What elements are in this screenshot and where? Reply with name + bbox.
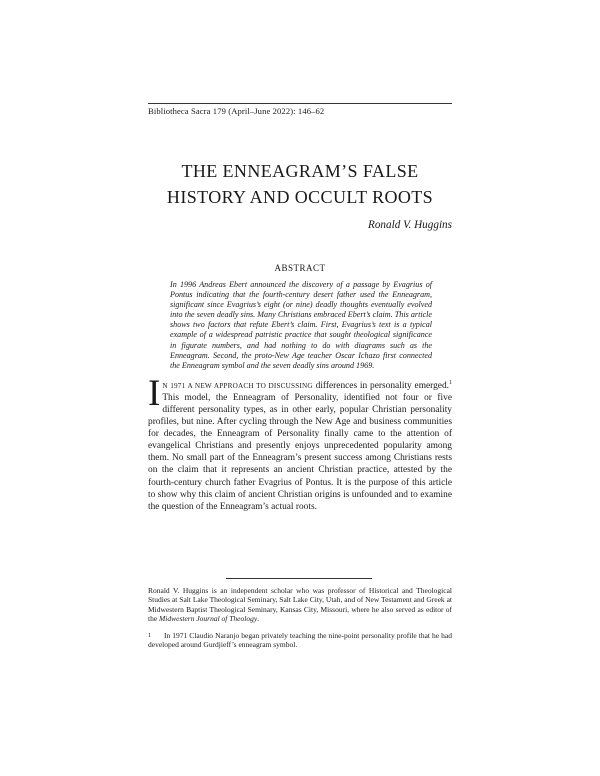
footnote-number: 1	[148, 632, 152, 639]
abstract-text: In 1996 Andreas Ebert announced the discovery of a passage by Evagrius of Pontus indicating that the fourth-century desert father used the Enneagram, significant since Evagrius’s eight (or nine) deadly thoughts eventually evolved into the seven deadly sins. Many Christians embraced Ebert’s claim. This article shows two factors that refute Ebert’s claim. First, Evagrius’s text is a typical example of a widespread patristic practice that sought theological significance in figurate numbers, and had nothing to do with diagrams such as the Enneagram. Second, the proto-New Age teacher Oscar Ichazo first connected the Enneagram symbol and the seven deadly sins around 1969.	[170, 280, 432, 370]
bio-text: Ronald V. Huggins is an independent scholar who was professor of Historical and Theological Studies at Salt Lake Theological Seminary, Salt Lake City, Utah, and of New Testament and Greek at Midwestern Baptist Theological Seminary, Kansas City, Missouri, where he also served as editor of the	[148, 586, 452, 624]
bio-journal: Midwestern Journal of Theology	[159, 614, 258, 624]
title-line-1: THE ENNEAGRAM’S FALSE	[181, 161, 419, 181]
author-name: Ronald V. Huggins	[367, 219, 452, 231]
body-paragraph	[148, 373, 452, 513]
body-text-b: This model, the Enneagram of Personality, identified not four or five different personality types, as in other early, popular Christian personality profiles, but nine. After cycling through the New Age and business communities for decades, the Enneagram of Personality finally came to the attention of evangelical Christians and presently enjoys unprecedented popularity among them. No small part of the Enneagram’s present success among Christians rests on the claim that it represents an ancient Christian practice, attested by the fourth-century church father Evagrius of Pontus. It is the purpose of this article to show why this claim of ancient Christian origins is unfounded and to examine the question of the Enneagram’s actual roots.	[148, 393, 452, 512]
drop-cap: I	[148, 373, 161, 414]
footnote-text: In 1971 Claudio Naranjo began privately teaching the nine-point personality profile that he had developed around Gurdjieff’s enneagram symbol.	[148, 631, 452, 650]
running-head: Bibliotheca Sacra 179 (April–June 2022): 146–62	[148, 106, 325, 116]
title-line-2: HISTORY AND OCCULT ROOTS	[166, 187, 434, 207]
abstract-heading: ABSTRACT	[274, 263, 326, 273]
header-rule	[148, 103, 452, 104]
footnote-1	[148, 631, 452, 650]
lead-smallcaps: N 1971 A NEW APPROACH TO DISCUSSING	[162, 382, 313, 391]
body-text-a: differences in personality emerged.	[312, 381, 449, 392]
bio-end: .	[257, 614, 260, 624]
footnote-rule	[226, 578, 372, 579]
author-bio	[148, 586, 452, 624]
footnote-ref: 1	[448, 380, 452, 386]
article-title	[148, 158, 452, 210]
